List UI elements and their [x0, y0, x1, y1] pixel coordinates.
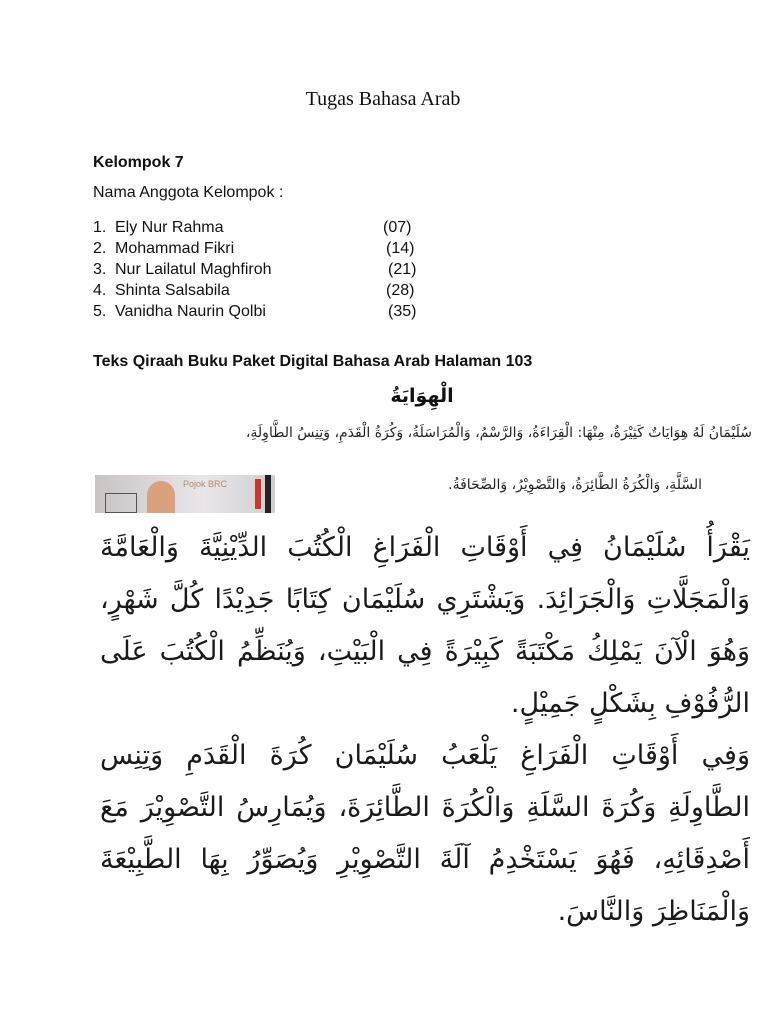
member-name: Nur Lailatul Maghfiroh [115, 261, 272, 278]
member-number: 2. [93, 240, 107, 257]
arabic-line: وَالْمَنَاظِرَ وَالنَّاسَ. [557, 896, 750, 927]
photo-person [147, 481, 175, 513]
member-number: 3. [93, 261, 107, 278]
list-item [93, 259, 433, 280]
member-name: Shinta Salsabila [115, 282, 230, 299]
arabic-line: وَفِي أَوْقَاتِ الْفَرَاغِ يَلْعَبُ سُلَيْمَان كُرَةَ الْقَدَمِ وَتِنِس [100, 740, 750, 771]
member-code: (28) [386, 282, 415, 299]
member-name: Ely Nur Rahma [115, 219, 224, 236]
member-number: 4. [93, 282, 107, 299]
scanned-textbook-excerpt [92, 385, 752, 515]
document-title [0, 88, 768, 111]
member-code: (14) [386, 240, 415, 257]
member-name: Vanidha Naurin Qolbi [115, 303, 266, 320]
section-title: Teks Qiraah Buku Paket Digital Bahasa Arab Halaman 103 [93, 353, 533, 370]
member-list [93, 217, 433, 322]
arabic-line: الطَّاوِلَةِ وَكُرَةَ السَّلَةِ وَالْكُرَةَ الطَّائِرَةَ، وَيُمَارِسُ التَّصْوِيْرَ مَعَ [100, 792, 750, 823]
list-item [93, 238, 433, 259]
arabic-line: أَصْدِقَائِهِ، فَهُوَ يَسْتَخْدِمُ آلَةَ التَّصْوِيْرِ وَيُصَوِّرُ بِهَا الطَّبِيْعَةَ [100, 844, 750, 875]
list-item [93, 280, 433, 301]
photo-detail [105, 493, 137, 513]
document-title-text: Tugas Bahasa Arab [305, 88, 461, 110]
member-code: (35) [388, 303, 417, 320]
member-code: (07) [383, 219, 412, 236]
scan-line: سُلَيْمَانُ لَهُ هِوَايَاتٌ كَثِيْرَةٌ، مِنْهَا: الْقِرَاءَةُ، وَالرَّسْمُ، وَالْمُرَاسَلَةُ، وَكُرَةُ الْقَدَمِ، وَتِنِسُ الطَّاوِلَةِ، [245, 425, 752, 441]
arabic-reading-text [100, 522, 750, 938]
photo-flag [255, 479, 261, 509]
arabic-line: وَالْمَجَلَّاتِ وَالْجَرَائِدَ. وَيَشْتَرِي سُلَيْمَان كِتَابًا جَدِيْدًا كُلَّ شَهْرٍ، [100, 584, 750, 615]
list-item [93, 217, 433, 238]
members-label: Nama Anggota Kelompok : [93, 184, 284, 201]
arabic-line: وَهُوَ الْآنَ يَمْلِكُ مَكْتَبَةً كَبِيْرَةً فِي الْبَيْتِ، وَيُنَظِّمُ الْكُتُبَ عَلَى [100, 636, 750, 667]
arabic-line: الرُّفُوْفِ بِشَكْلٍ جَمِيْلٍ. [510, 688, 750, 719]
member-name: Mohammad Fikri [115, 240, 235, 257]
scan-title: الْهِوَايَةُ [390, 385, 454, 407]
photo-text: Pojok BRC [183, 479, 228, 489]
photo-detail [265, 475, 271, 513]
group-heading: Kelompok 7 [93, 154, 184, 171]
member-number: 1. [93, 219, 107, 236]
member-number: 5. [93, 303, 107, 320]
scan-line: السَّلَّةِ، وَالْكُرَةُ الطَّائِرَةُ، وَالتَّصْوِيْرُ، وَالصِّحَافَةُ. [448, 477, 702, 493]
member-code: (21) [388, 261, 417, 278]
photo-thumbnail [95, 475, 275, 513]
arabic-line: يَقْرَأُ سُلَيْمَانُ فِي أَوْقَاتِ الْفَرَاغِ الْكُتُبَ الدِّيْنِيَّةَ وَالْعَامَّةَ [100, 532, 750, 563]
list-item [93, 301, 433, 322]
